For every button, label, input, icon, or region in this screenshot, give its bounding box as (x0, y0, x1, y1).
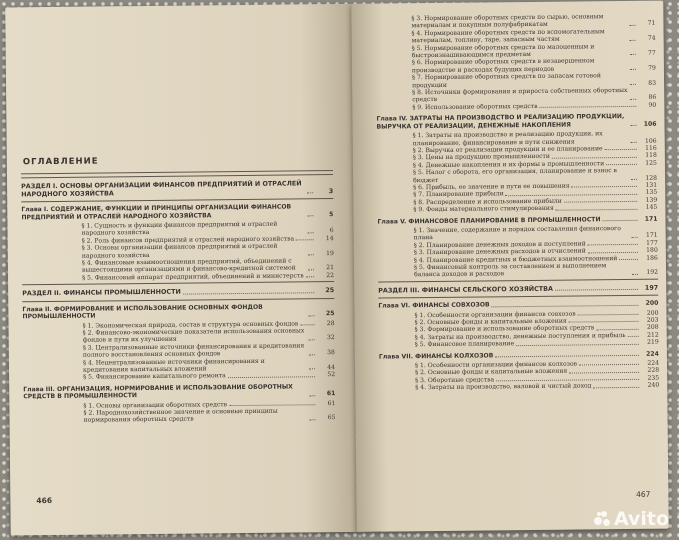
toc-glava-entry (376, 113, 656, 131)
toc-entry-title: § 5. Финансовый аппарат предприятий, объединений и министерств (82, 272, 304, 282)
dot-leader (569, 372, 639, 374)
left-toc (21, 156, 336, 425)
toc-entry-title: § 1. Особенности организации финансов колхозов (414, 360, 578, 370)
dot-leader (588, 244, 638, 246)
toc-entry-title: § 4. Планирование кредитных и бюджетных взаимоотношений (413, 254, 618, 264)
dot-leader (300, 324, 314, 325)
dot-leader (540, 106, 637, 108)
open-book-spread (5, 1, 671, 540)
toc-entry-page: 116 (645, 144, 657, 152)
toc-sect-entry (376, 87, 656, 105)
dot-leader (555, 289, 638, 291)
dot-leader (606, 164, 637, 165)
toc-entry-title: РАЗДЕЛ I. ОСНОВЫ ОРГАНИЗАЦИИ ФИНАНСОВ ПРЕДПРИЯТИЙ И ОТРАСЛЕЙ НАРОДНОГО ХОЗЯЙСТВА (21, 179, 302, 199)
toc-entry-title: § 3. Формирование и использование оборотных средств (414, 324, 595, 334)
toc-sect-entry (379, 382, 659, 392)
toc-sect-entry (378, 225, 658, 243)
toc-entry-page: 21 (326, 264, 335, 272)
toc-entry-page: 65 (327, 414, 336, 422)
toc-entry-title: Глава II. ФОРМИРОВАНИЕ И ИСПОЛЬЗОВАНИЕ ОСНОВНЫХ ФОНДОВ ПРОМЫШЛЕННОСТИ (22, 303, 263, 321)
toc-sect-entry (377, 167, 657, 185)
section-rule (22, 298, 334, 302)
toc-entry-page: 61 (326, 390, 336, 398)
avito-watermark (594, 508, 669, 530)
toc-entry-page: 6 (329, 227, 334, 235)
toc-entry-page: 224 (647, 359, 660, 367)
dot-leader (309, 354, 315, 355)
dot-leader (593, 387, 639, 388)
toc-entry-page: 3 (328, 186, 334, 195)
toc-entry-page: 177 (646, 239, 658, 247)
dot-leader (631, 142, 637, 143)
dot-leader (632, 237, 638, 238)
left-entry-list (21, 174, 336, 425)
dot-leader (307, 192, 313, 193)
toc-entry-title: § 2. Выручка от реализации продукции и ее планирование (412, 145, 603, 155)
dot-leader (632, 274, 638, 275)
toc-entry-page: 240 (647, 381, 660, 390)
toc-sect-entry (377, 204, 657, 214)
dot-leader (619, 259, 638, 260)
section-rule (21, 198, 333, 202)
toc-entry-page: 71 (647, 20, 656, 28)
toc-entry-page: 22 (326, 271, 335, 279)
toc-entry-page: 44 (327, 363, 336, 372)
toc-entry-title: § 5. Налог с оборота, его организация, планирование и взнос в бюджет (412, 167, 618, 184)
dot-leader (516, 344, 639, 346)
toc-entry-page: 28 (326, 319, 335, 327)
toc-entry-page: 106 (643, 120, 657, 128)
toc-entry-title: § 5. Финансирование капитального ремонта (83, 372, 226, 382)
left-page (5, 4, 357, 536)
toc-entry-title: § 8. Источники формирования и прироста собственных оборотных средств (412, 87, 628, 104)
toc-glava-entry (378, 300, 658, 310)
dot-leader (630, 84, 636, 85)
toc-entry-title: § 1. Основы организации оборотных средств (83, 400, 228, 410)
toc-sect-entry (379, 339, 659, 349)
dot-leader (309, 339, 315, 340)
toc-sect-entry (376, 102, 656, 112)
dot-leader (630, 99, 636, 100)
toc-sect-entry (23, 407, 335, 425)
toc-entry-title: § 2. Финансово-экономические показатели использования основных фондов и пути их улучшения (82, 327, 305, 344)
toc-entry-title: § 4. Нормирование оборотных средств по вспомогательным материалам, топливу, таре, запасным частям (411, 28, 605, 45)
dot-leader (629, 25, 635, 26)
toc-entry-title: § 3. Централизованные источники финансирования и кредитования полного восстановления основных фондов (82, 342, 305, 359)
toc-entry-page: 128 (645, 174, 658, 182)
toc-razdel-entry (21, 180, 333, 198)
toc-entry-title: § 1. Сущность и функции финансов предприятий и отраслей народного хозяйства (81, 220, 278, 238)
dot-leader (308, 232, 314, 233)
dot-leader (630, 54, 636, 55)
toc-entry-page: 38 (327, 349, 335, 357)
toc-entry-title: § 4. Затраты на производство, денежные поступления и прибыль (414, 331, 626, 342)
toc-entry-page: 25 (325, 310, 335, 318)
dot-leader (605, 149, 637, 150)
toc-entry-title: § 5. Нормирование оборотных средств по малоценным и быстроизнашивающимся предметам (411, 42, 595, 60)
dot-leader (630, 39, 636, 40)
toc-entry-page: 212 (647, 331, 659, 339)
dot-leader (296, 240, 314, 241)
toc-entry-title: § 4. Денежные накопления и их формы в промышленности (412, 159, 605, 169)
toc-entry-title: § 2. Планирование денежных доходов и поступлений (413, 240, 586, 249)
toc-entry-page: 219 (647, 338, 659, 347)
toc-entry-page: 131 (645, 181, 658, 189)
toc-entry-page: 79 (648, 64, 656, 72)
toc-entry-page: 180 (646, 246, 658, 254)
toc-entry-title: § 3. Основы организации финансов предприятий и отраслей народного хозяйства (81, 242, 278, 260)
right-toc (375, 13, 659, 393)
toc-entry-page: 200 (645, 299, 659, 307)
toc-entry-title: § 5. Финансовое планирование (414, 340, 515, 349)
dot-leader (579, 364, 639, 366)
dot-leader (309, 395, 315, 396)
dot-leader (183, 292, 314, 294)
toc-entry-title: РАЗДЕЛ II. ФИНАНСЫ ПРОМЫШЛЕННОСТИ (22, 287, 181, 298)
toc-entry-page: 52 (327, 371, 336, 379)
toc-entry-page: 208 (646, 324, 659, 332)
right-entry-list (375, 13, 659, 393)
toc-entry-page: 171 (644, 215, 658, 223)
watermark-text: Avito (613, 508, 669, 530)
toc-entry-title: § 1. Затраты на производство и реализацию продукции, их планирование, финансирование и пути снижения (412, 130, 603, 147)
toc-entry-page: 171 (645, 232, 658, 240)
toc-glava-entry (21, 203, 333, 221)
toc-entry-page: 145 (645, 203, 658, 211)
toc-entry-title: § 3. Нормирование оборотных средств по сырью, основным материалам и покупным полуфабрикатам (411, 13, 604, 30)
toc-entry-page: 135 (645, 188, 658, 197)
toc-entry-page: 200 (646, 309, 659, 317)
toc-entry-title: § 1. Экономическая природа, состав и структура основных фондов (82, 319, 299, 330)
dot-leader (506, 194, 638, 196)
toc-glava-entry (22, 303, 334, 321)
right-page (351, 1, 669, 532)
toc-entry-title: § 9. Использование оборотных средств (412, 102, 538, 112)
dot-leader (578, 314, 639, 316)
toc-entry-title: § 3. Цены на продукцию промышленности (412, 153, 551, 162)
toc-entry-title: § 2. Роль финансов предприятий и отраслей народного хозяйства (81, 235, 295, 245)
toc-entry-page: 74 (647, 34, 656, 42)
dot-leader (569, 321, 639, 323)
toc-entry-title: § 1. Особенности организации финансов совхозов (414, 310, 576, 319)
toc-entry-title: Глава VI. ФИНАНСЫ СОВХОЗОВ (378, 301, 490, 310)
toc-entry-page: 32 (326, 334, 335, 342)
toc-entry-title: § 3. Планирование денежных расходов и отчислений (413, 247, 586, 257)
toc-entry-page: 25 (325, 286, 335, 295)
toc-heading: ОГЛАВЛЕНИЕ (22, 156, 99, 168)
dot-leader (630, 69, 636, 70)
toc-entry-page: 5 (329, 210, 334, 218)
toc-sect-entry (377, 130, 657, 148)
toc-entry-title: § 3. Оборотные средства (415, 376, 495, 385)
toc-entry-title: § 5. Финансовый контроль за составлением и выполнением баланса доходов и расходов (413, 262, 607, 279)
toc-entry-title: Глава IV. ЗАТРАТЫ НА ПРОИЗВОДСТВО И РЕАЛИЗАЦИЮ ПРОДУКЦИИ, ВЫРУЧКА ОТ РЕАЛИЗАЦИИ, ДЕНЕЖНЫЕ НАКОПЛЕНИЯ (376, 113, 625, 131)
toc-entry-title: § 4. Финансовые взаимоотношения предприятий, объединений с вышестоящими организациями и финансово-кредитной системой (81, 257, 296, 275)
dot-leader (603, 220, 638, 221)
dot-leader (496, 379, 639, 381)
dot-leader (308, 315, 314, 316)
dot-leader (572, 186, 638, 188)
toc-entry-title: § 2. Основные фонды и капитальные вложения (414, 317, 567, 327)
dot-leader (630, 125, 636, 126)
toc-glava-entry (23, 383, 335, 401)
dot-leader (495, 355, 639, 358)
toc-entry-page: 61 (327, 399, 336, 407)
toc-razdel-entry (22, 287, 334, 298)
toc-entry-page: 14 (325, 234, 334, 242)
toc-entry-page: 186 (646, 254, 658, 262)
dot-leader (307, 215, 313, 216)
toc-entry-page: 106 (644, 137, 657, 145)
toc-entry-title: § 4. Нецентрализованные источники финансирования и кредитования капитальных вложений (82, 357, 265, 374)
dot-leader (309, 369, 315, 370)
toc-entry-page: 86 (648, 94, 657, 102)
toc-entry-title: § 2. Народнохозяйственное значение и основные принципы нормирования оборотных средств (83, 407, 278, 425)
toc-entry-page: 83 (648, 79, 657, 87)
toc-entry-title: § 8. Распределение и использование прибыли (413, 197, 562, 206)
toc-entry-page: 19 (326, 249, 334, 257)
dot-leader (552, 157, 637, 159)
toc-entry-title: § 7. Нормирование оборотных средств по запасам готовой продукции (411, 72, 601, 89)
toc-entry-title: § 6. Прибыль, ее значение и пути ее повышения (413, 182, 570, 192)
dot-leader (564, 201, 637, 203)
toc-entry-title: Глава III. ОРГАНИЗАЦИЯ, НОРМИРОВАНИЕ И ИСПОЛЬЗОВАНИЕ ОБОРОТНЫХ СРЕДСТВ В ПРОМЫШЛЕННОСТИ (23, 383, 293, 401)
toc-entry-page: 125 (645, 159, 657, 167)
toc-entry-title: Глава I. СОДЕРЖАНИЕ, ФУНКЦИИ И ПРИНЦИПЫ ОРГАНИЗАЦИИ ФИНАНСОВ ПРЕДПРИЯТИЙ И ОТРАСЛЕЙ НАРОДНОГО ХОЗЯЙСТВА (21, 203, 292, 221)
avito-logo-icon (594, 511, 610, 527)
toc-entry-page: 192 (646, 269, 659, 277)
section-rule (378, 295, 658, 299)
toc-entry-page: 90 (648, 101, 657, 109)
toc-entry-page: 139 (645, 196, 658, 204)
toc-entry-page: 228 (647, 367, 660, 375)
toc-entry-page: 224 (646, 350, 659, 358)
toc-entry-page: 77 (647, 49, 656, 57)
dot-leader (229, 404, 315, 406)
toc-entry-title: § 4. Затраты на производство, валовой и чистый доход (415, 382, 592, 392)
dot-leader (596, 329, 638, 330)
dot-leader (310, 419, 316, 420)
toc-entry-title: РАЗДЕЛ III. ФИНАНСЫ СЕЛЬСКОГО ХОЗЯЙСТВА (378, 284, 554, 295)
dot-leader (628, 336, 639, 337)
section-rule (21, 174, 333, 178)
toc-entry-title: Глава V. ФИНАНСОВОЕ ПЛАНИРОВАНИЕ В ПРОМЫШЛЕННОСТИ (377, 215, 601, 226)
toc-glava-entry (379, 350, 659, 360)
toc-entry-title: § 6. Нормирование оборотных средств в незавершенном производстве и расходах будущих периодов (411, 57, 595, 75)
toc-entry-page: 235 (647, 374, 660, 382)
dot-leader (308, 254, 314, 255)
dot-leader (492, 304, 639, 307)
toc-entry-page: 118 (645, 151, 657, 160)
toc-sect-entry (378, 262, 658, 280)
dot-leader (631, 179, 637, 180)
dot-leader (308, 269, 314, 270)
toc-entry-title: § 7. Планирование прибыли (413, 190, 504, 199)
section-rule (378, 278, 658, 282)
toc-glava-entry (377, 215, 657, 225)
toc-entry-title: § 2. Основные фонды и капитальные вложения (415, 368, 568, 377)
toc-entry-page: 197 (644, 283, 659, 292)
toc-entry-title: § 1. Значение, содержание и порядок составления финансового плана (413, 225, 621, 242)
toc-entry-page: 203 (646, 316, 659, 324)
toc-razdel-entry (378, 284, 658, 294)
dot-leader (306, 277, 314, 278)
toc-entry-title: Глава VII. ФИНАНСЫ КОЛХОЗОВ (378, 352, 494, 361)
right-page-number: 467 (635, 489, 651, 499)
toc-entry-title: § 9. Фонды материального стимулирования (413, 204, 554, 214)
dot-leader (588, 251, 638, 253)
dot-leader (556, 208, 638, 210)
dot-leader (228, 376, 315, 378)
left-page-number: 466 (36, 496, 53, 506)
